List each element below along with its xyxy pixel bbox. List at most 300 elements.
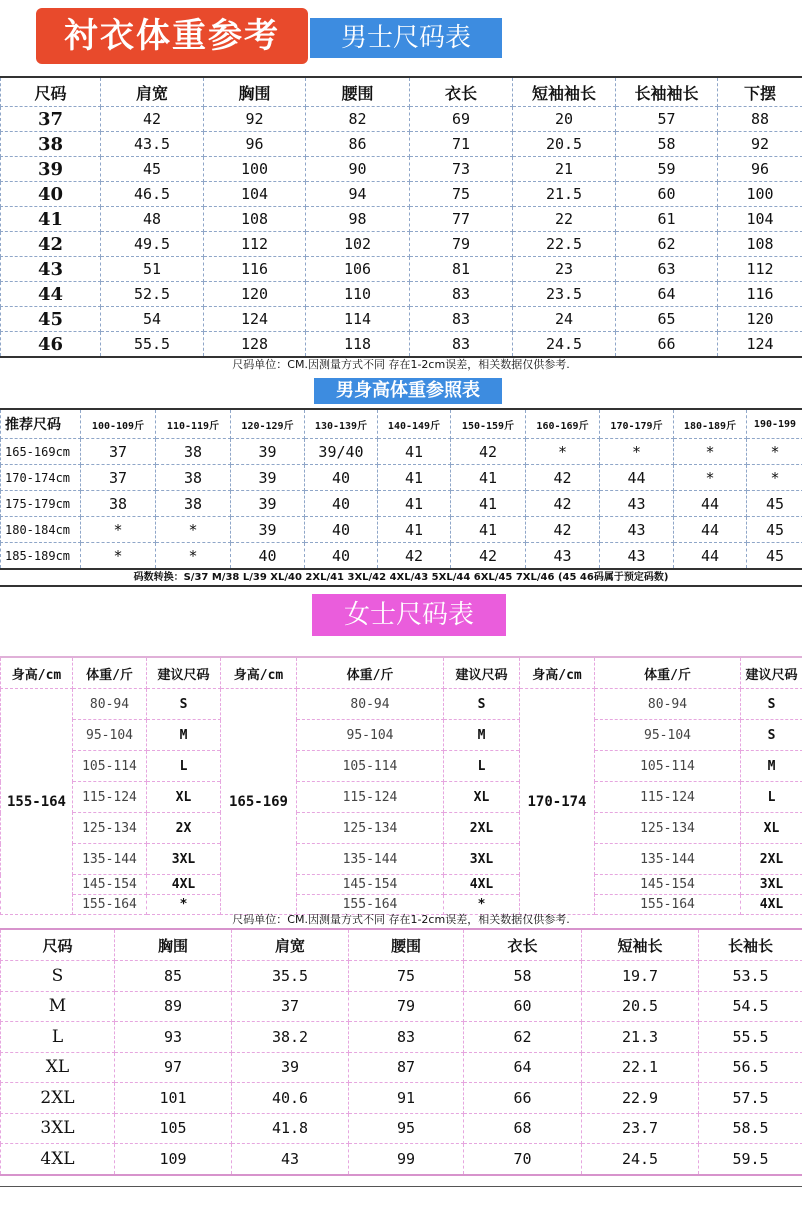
table-cell: 39	[231, 517, 305, 543]
table-cell: 22.5	[513, 232, 616, 257]
table-cell: 88	[718, 107, 802, 132]
table-cell: 38	[156, 491, 231, 517]
table-cell: 86	[306, 132, 410, 157]
column-header: 170-179斤	[600, 409, 674, 439]
size-cell: 3XL	[741, 875, 802, 895]
column-header: 衣长	[410, 77, 513, 107]
table-cell: 63	[616, 257, 718, 282]
men-hw-table	[0, 408, 802, 570]
table-cell: *	[747, 465, 802, 491]
table-cell: 58	[616, 132, 718, 157]
table-row	[1, 543, 802, 570]
table-row	[1, 813, 802, 844]
size-cell: XL	[741, 813, 802, 844]
table-cell: 85	[115, 961, 232, 992]
page-title: 衬衣体重参考	[36, 8, 308, 64]
table-row	[1, 844, 802, 875]
table-cell: 42	[451, 439, 526, 465]
column-header: 衣长	[464, 929, 582, 961]
table-cell: 42	[378, 543, 451, 570]
table-cell: 112	[204, 232, 306, 257]
table-cell: 75	[410, 182, 513, 207]
weight-cell: 155-164	[297, 895, 444, 915]
weight-cell: 125-134	[73, 813, 147, 844]
column-header: 190-199	[747, 409, 802, 439]
table-cell: 43	[600, 517, 674, 543]
table-cell: 64	[464, 1052, 582, 1083]
table-cell: 83	[410, 282, 513, 307]
table-cell: *	[81, 517, 156, 543]
table-header-row	[1, 929, 802, 961]
table-cell: 92	[204, 107, 306, 132]
table-cell: M	[1, 991, 115, 1022]
men-size-title: 男士尺码表	[310, 18, 502, 58]
table-cell: 108	[718, 232, 802, 257]
table-cell: 41	[378, 465, 451, 491]
column-header: 建议尺码	[444, 657, 520, 689]
size-cell: 4XL	[444, 875, 520, 895]
table-cell: 38.2	[232, 1022, 349, 1053]
table-cell: 65	[616, 307, 718, 332]
column-header: 建议尺码	[741, 657, 802, 689]
table-cell: 96	[718, 157, 802, 182]
table-cell: 55.5	[101, 332, 204, 358]
weight-cell: 145-154	[73, 875, 147, 895]
table-cell: 128	[204, 332, 306, 358]
table-cell: 83	[349, 1022, 464, 1053]
column-header: 胸围	[204, 77, 306, 107]
table-cell: 106	[306, 257, 410, 282]
table-cell: 41.8	[232, 1113, 349, 1144]
table-cell: 180-184cm	[1, 517, 81, 543]
table-cell: 38	[156, 465, 231, 491]
table-cell: XL	[1, 1052, 115, 1083]
table-cell: 40	[305, 491, 378, 517]
column-header: 短袖长	[582, 929, 699, 961]
column-header: 体重/斤	[73, 657, 147, 689]
column-header: 建议尺码	[147, 657, 221, 689]
table-row	[1, 991, 802, 1022]
table-cell: 71	[410, 132, 513, 157]
size-cell: 4XL	[741, 895, 802, 915]
table-cell: 43.5	[101, 132, 204, 157]
column-header: 腰围	[306, 77, 410, 107]
table-cell: 21.3	[582, 1022, 699, 1053]
weight-cell: 80-94	[297, 689, 444, 720]
weight-cell: 145-154	[595, 875, 741, 895]
table-header-row	[1, 657, 802, 689]
size-cell: L	[741, 782, 802, 813]
table-cell: 40	[231, 543, 305, 570]
table-cell: 98	[306, 207, 410, 232]
column-header: 体重/斤	[297, 657, 444, 689]
height-range-cell: 170-174	[520, 689, 595, 915]
table-cell: 3XL	[1, 1113, 115, 1144]
table-cell: 66	[616, 332, 718, 358]
table-cell: 46	[1, 332, 101, 358]
table-cell: 165-169cm	[1, 439, 81, 465]
table-cell: 110	[306, 282, 410, 307]
table-cell: 60	[616, 182, 718, 207]
table-row	[1, 439, 802, 465]
table-cell: 21	[513, 157, 616, 182]
table-row	[1, 1052, 802, 1083]
weight-cell: 125-134	[297, 813, 444, 844]
table-cell: 45	[1, 307, 101, 332]
table-cell: 100	[204, 157, 306, 182]
table-cell: 57	[616, 107, 718, 132]
table-cell: 114	[306, 307, 410, 332]
table-cell: 20	[513, 107, 616, 132]
table-cell: 53.5	[699, 961, 802, 992]
table-cell: 48	[101, 207, 204, 232]
column-header: 尺码	[1, 929, 115, 961]
table-cell: 43	[232, 1144, 349, 1175]
table-cell: 44	[600, 465, 674, 491]
table-cell: 42	[526, 465, 600, 491]
weight-cell: 135-144	[297, 844, 444, 875]
table-row	[1, 1083, 802, 1114]
table-cell: 120	[204, 282, 306, 307]
column-header: 身高/cm	[1, 657, 73, 689]
table-cell: 41	[378, 491, 451, 517]
table-cell: 83	[410, 332, 513, 358]
weight-cell: 115-124	[297, 782, 444, 813]
table-cell: 109	[115, 1144, 232, 1175]
table-cell: 38	[81, 491, 156, 517]
table-cell: 44	[674, 491, 747, 517]
table-cell: 124	[718, 332, 802, 358]
table-cell: 24.5	[582, 1144, 699, 1175]
size-cell: 4XL	[147, 875, 221, 895]
table-cell: 2XL	[1, 1083, 115, 1114]
weight-cell: 115-124	[595, 782, 741, 813]
table-cell: 64	[616, 282, 718, 307]
table-cell: 102	[306, 232, 410, 257]
table-cell: 45	[747, 517, 802, 543]
table-cell: 120	[718, 307, 802, 332]
table-row	[1, 491, 802, 517]
table-cell: 118	[306, 332, 410, 358]
table-cell: 22	[513, 207, 616, 232]
table-cell: 89	[115, 991, 232, 1022]
column-header: 肩宽	[232, 929, 349, 961]
size-cell: M	[444, 720, 520, 751]
table-cell: 61	[616, 207, 718, 232]
size-cell: L	[147, 751, 221, 782]
table-cell: 87	[349, 1052, 464, 1083]
weight-cell: 115-124	[73, 782, 147, 813]
table-cell: 22.9	[582, 1083, 699, 1114]
table-cell: 82	[306, 107, 410, 132]
column-header: 肩宽	[101, 77, 204, 107]
table-cell: *	[600, 439, 674, 465]
table-cell: 116	[718, 282, 802, 307]
table-cell: 58.5	[699, 1113, 802, 1144]
table-cell: 24	[513, 307, 616, 332]
table-cell: 20.5	[513, 132, 616, 157]
table-cell: 108	[204, 207, 306, 232]
table-row	[1, 232, 802, 257]
column-header: 长袖长	[699, 929, 802, 961]
table-row	[1, 132, 802, 157]
table-cell: 40	[305, 465, 378, 491]
weight-cell: 105-114	[595, 751, 741, 782]
size-cell: S	[741, 720, 802, 751]
table-cell: 104	[204, 182, 306, 207]
table-cell: 35.5	[232, 961, 349, 992]
size-cell: 3XL	[444, 844, 520, 875]
table-cell: *	[156, 517, 231, 543]
column-header: 150-159斤	[451, 409, 526, 439]
height-range-cell: 155-164	[1, 689, 73, 915]
table-cell: 99	[349, 1144, 464, 1175]
table-cell: 42	[526, 491, 600, 517]
table-cell: 56.5	[699, 1052, 802, 1083]
column-header: 160-169斤	[526, 409, 600, 439]
women-size-title: 女士尺码表	[312, 594, 506, 636]
table-cell: 105	[115, 1113, 232, 1144]
table-cell: 66	[464, 1083, 582, 1114]
column-header: 腰围	[349, 929, 464, 961]
table-row	[1, 517, 802, 543]
weight-cell: 105-114	[73, 751, 147, 782]
table-cell: 4XL	[1, 1144, 115, 1175]
table-cell: *	[674, 439, 747, 465]
table-cell: 54.5	[699, 991, 802, 1022]
height-range-cell: 165-169	[221, 689, 297, 915]
table-cell: 39/40	[305, 439, 378, 465]
table-cell: 55.5	[699, 1022, 802, 1053]
size-cell: S	[147, 689, 221, 720]
table-cell: 23.7	[582, 1113, 699, 1144]
weight-cell: 145-154	[297, 875, 444, 895]
table-cell: 40.6	[232, 1083, 349, 1114]
size-cell: M	[147, 720, 221, 751]
table-cell: 69	[410, 107, 513, 132]
table-cell: *	[747, 439, 802, 465]
table-cell: 37	[232, 991, 349, 1022]
table-cell: 100	[718, 182, 802, 207]
table-cell: 124	[204, 307, 306, 332]
table-cell: 57.5	[699, 1083, 802, 1114]
size-cell: 2XL	[741, 844, 802, 875]
table-cell: 37	[81, 465, 156, 491]
table-cell: 94	[306, 182, 410, 207]
table-cell: 41	[1, 207, 101, 232]
table-cell: 42	[451, 543, 526, 570]
table-cell: 39	[231, 491, 305, 517]
table-cell: 42	[101, 107, 204, 132]
table-cell: 92	[718, 132, 802, 157]
table-cell: 79	[410, 232, 513, 257]
weight-cell: 80-94	[595, 689, 741, 720]
table-cell: 43	[1, 257, 101, 282]
table-cell: 45	[101, 157, 204, 182]
table-cell: 39	[1, 157, 101, 182]
table-cell: S	[1, 961, 115, 992]
table-row	[1, 307, 802, 332]
table-row	[1, 961, 802, 992]
table-cell: 59.5	[699, 1144, 802, 1175]
table-row	[1, 207, 802, 232]
weight-cell: 125-134	[595, 813, 741, 844]
table-cell: 41	[378, 439, 451, 465]
table-cell: 60	[464, 991, 582, 1022]
size-cell: 2X	[147, 813, 221, 844]
table-cell: 49.5	[101, 232, 204, 257]
table-cell: 41	[451, 517, 526, 543]
table-row	[1, 465, 802, 491]
weight-cell: 105-114	[297, 751, 444, 782]
size-cell: 3XL	[147, 844, 221, 875]
table-cell: 62	[616, 232, 718, 257]
bottom-rule	[0, 1186, 802, 1187]
table-header-row	[1, 409, 802, 439]
table-cell: 44	[1, 282, 101, 307]
weight-cell: 80-94	[73, 689, 147, 720]
table-row	[1, 332, 802, 358]
column-header: 长袖袖长	[616, 77, 718, 107]
table-cell: 40	[305, 517, 378, 543]
table-cell: 170-174cm	[1, 465, 81, 491]
table-cell: 39	[231, 439, 305, 465]
table-cell: 45	[747, 491, 802, 517]
table-cell: 101	[115, 1083, 232, 1114]
section-divider	[0, 585, 802, 587]
table-cell: 46.5	[101, 182, 204, 207]
column-header: 140-149斤	[378, 409, 451, 439]
table-cell: 51	[101, 257, 204, 282]
column-header: 120-129斤	[231, 409, 305, 439]
size-cell: XL	[147, 782, 221, 813]
column-header: 短袖袖长	[513, 77, 616, 107]
table-cell: 68	[464, 1113, 582, 1144]
table-cell: *	[526, 439, 600, 465]
table-row	[1, 782, 802, 813]
size-cell: S	[444, 689, 520, 720]
table-cell: 23	[513, 257, 616, 282]
size-cell: S	[741, 689, 802, 720]
weight-cell: 95-104	[297, 720, 444, 751]
table-cell: 22.1	[582, 1052, 699, 1083]
table-cell: 20.5	[582, 991, 699, 1022]
column-header: 110-119斤	[156, 409, 231, 439]
table-cell: 40	[1, 182, 101, 207]
table-cell: 52.5	[101, 282, 204, 307]
table-cell: 93	[115, 1022, 232, 1053]
table-cell: 40	[305, 543, 378, 570]
column-header: 尺码	[1, 77, 101, 107]
size-cell: M	[741, 751, 802, 782]
column-header: 体重/斤	[595, 657, 741, 689]
table-cell: 41	[451, 491, 526, 517]
column-header: 180-189斤	[674, 409, 747, 439]
table-row	[1, 720, 802, 751]
table-cell: 44	[674, 543, 747, 570]
weight-cell: 155-164	[73, 895, 147, 915]
table-cell: 43	[600, 491, 674, 517]
table-cell: 38	[1, 132, 101, 157]
table-row	[1, 1022, 802, 1053]
table-cell: 59	[616, 157, 718, 182]
table-cell: 70	[464, 1144, 582, 1175]
table-cell: 116	[204, 257, 306, 282]
table-cell: 90	[306, 157, 410, 182]
column-header: 胸围	[115, 929, 232, 961]
size-cell: XL	[444, 782, 520, 813]
table-cell: 39	[231, 465, 305, 491]
men-size-table	[0, 76, 802, 358]
table-cell: 58	[464, 961, 582, 992]
table-cell: 19.7	[582, 961, 699, 992]
column-header: 130-139斤	[305, 409, 378, 439]
table-cell: 96	[204, 132, 306, 157]
table-cell: 37	[81, 439, 156, 465]
table-cell: 73	[410, 157, 513, 182]
table-row	[1, 875, 802, 895]
weight-cell: 155-164	[595, 895, 741, 915]
women-hw-table	[0, 656, 802, 915]
table-cell: 41	[378, 517, 451, 543]
table-cell: *	[81, 543, 156, 570]
table-cell: 185-189cm	[1, 543, 81, 570]
table-cell: 112	[718, 257, 802, 282]
weight-cell: 135-144	[73, 844, 147, 875]
table-cell: 21.5	[513, 182, 616, 207]
column-header: 身高/cm	[520, 657, 595, 689]
table-cell: 77	[410, 207, 513, 232]
table-cell: 104	[718, 207, 802, 232]
size-cell: L	[444, 751, 520, 782]
table-cell: 45	[747, 543, 802, 570]
men-size-note: 尺码单位：CM.因测量方式不同 存在1-2cm误差，相关数据仅供参考.	[232, 358, 570, 371]
table-cell: 42	[526, 517, 600, 543]
column-header: 身高/cm	[221, 657, 297, 689]
women-size-note: 尺码单位：CM.因测量方式不同 存在1-2cm误差，相关数据仅供参考.	[232, 913, 570, 926]
table-cell: 95	[349, 1113, 464, 1144]
column-header: 100-109斤	[81, 409, 156, 439]
weight-cell: 135-144	[595, 844, 741, 875]
table-cell: 42	[1, 232, 101, 257]
column-header: 下摆	[718, 77, 802, 107]
table-row	[1, 157, 802, 182]
table-cell: 75	[349, 961, 464, 992]
table-row	[1, 689, 802, 720]
table-row	[1, 257, 802, 282]
table-cell: 43	[526, 543, 600, 570]
table-cell: 39	[232, 1052, 349, 1083]
table-cell: 81	[410, 257, 513, 282]
table-row	[1, 182, 802, 207]
table-cell: 97	[115, 1052, 232, 1083]
size-cell: 2XL	[444, 813, 520, 844]
table-cell: 44	[674, 517, 747, 543]
men-hw-title: 男身高体重参照表	[314, 378, 502, 404]
size-cell: *	[147, 895, 221, 915]
table-cell: 79	[349, 991, 464, 1022]
table-row	[1, 282, 802, 307]
table-row	[1, 751, 802, 782]
table-row	[1, 1113, 802, 1144]
size-conversion-note: 码数转换：S/37 M/38 L/39 XL/40 2XL/41 3XL/42 4XL/43 5XL/44 6XL/45 7XL/46 (45 46码属于预定码数)	[133, 572, 669, 583]
table-cell: 24.5	[513, 332, 616, 358]
table-cell: 38	[156, 439, 231, 465]
size-cell: *	[444, 895, 520, 915]
table-row	[1, 107, 802, 132]
column-header: 推荐尺码	[1, 409, 81, 439]
table-header-row	[1, 77, 802, 107]
